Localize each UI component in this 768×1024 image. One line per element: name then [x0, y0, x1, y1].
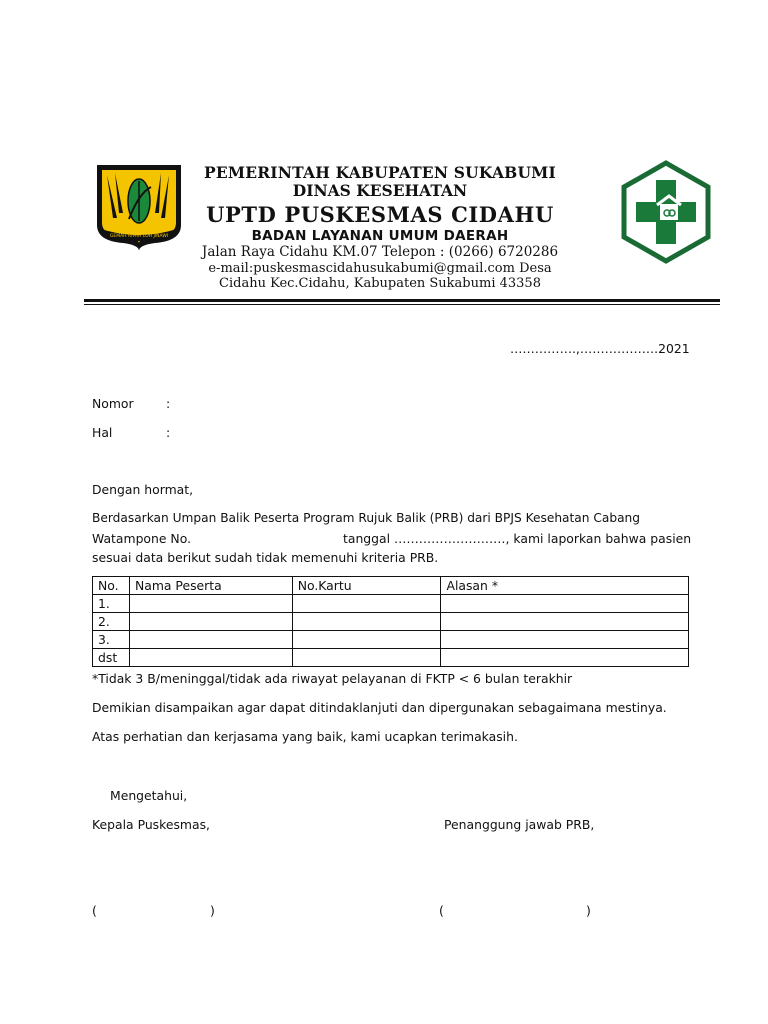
row-number: 2.	[93, 613, 130, 631]
alasan-cell[interactable]	[441, 649, 689, 667]
logo-motto-text: GEMAH RIPAH LOH JINAWI	[109, 234, 169, 239]
header-email: e-mail:puskesmascidahusukabumi@gmail.com Desa	[208, 261, 552, 276]
hal-colon: :	[166, 425, 171, 440]
col-header-kartu: No.Kartu	[292, 577, 441, 595]
mengetahui-label: Mengetahui,	[110, 788, 188, 803]
nama-cell[interactable]	[129, 595, 292, 613]
alasan-cell[interactable]	[441, 631, 689, 649]
nama-cell[interactable]	[129, 649, 292, 667]
col-header-no: No.	[93, 577, 130, 595]
kartu-cell[interactable]	[292, 613, 441, 631]
closing-line-1: Demikian disampaikan agar dapat ditindaklanjuti dan dipergunakan sebagaimana mestinya.	[92, 700, 667, 715]
right-signature-close-paren: )	[586, 903, 591, 918]
alasan-cell[interactable]	[441, 613, 689, 631]
nama-cell[interactable]	[129, 631, 292, 649]
paragraph-line-1: Berdasarkan Umpan Balik Peserta Program Rujuk Balik (PRB) dari BPJS Kesehatan Cabang	[92, 511, 641, 525]
row-number: dst	[93, 649, 130, 667]
paragraph-line-2b: tanggal ………………………, kami laporkan bahwa pasien	[343, 531, 692, 546]
table-row	[93, 595, 689, 613]
right-signature-open-paren: (	[439, 903, 444, 918]
table-row	[93, 613, 689, 631]
table-row	[93, 649, 689, 667]
kartu-cell[interactable]	[292, 631, 441, 649]
date-line: …………….,……………….2021	[510, 341, 690, 356]
penanggung-jawab-label: Penanggung jawab PRB,	[444, 817, 595, 832]
table-footnote: *Tidak 3 B/meninggal/tidak ada riwayat pelayanan di FKTP < 6 bulan terakhir	[92, 671, 573, 686]
nama-cell[interactable]	[129, 613, 292, 631]
header-institution: UPTD PUSKESMAS CIDAHU	[206, 202, 554, 227]
patient-table	[92, 576, 689, 667]
table-header-row	[93, 577, 689, 595]
paragraph-line-2a: Watampone No.	[92, 531, 192, 546]
alasan-cell[interactable]	[441, 595, 689, 613]
col-header-nama: Nama Peserta	[129, 577, 292, 595]
col-header-alasan: Alasan *	[441, 577, 689, 595]
kartu-cell[interactable]	[292, 595, 441, 613]
hal-label: Hal	[92, 425, 113, 440]
closing-line-2: Atas perhatian dan kerjasama yang baik, kami ucapkan terimakasih.	[92, 729, 518, 744]
left-signature-close-paren: )	[210, 903, 215, 918]
header-divider-thick	[84, 299, 720, 302]
header-subtitle: BADAN LAYANAN UMUM DAERAH	[251, 228, 509, 244]
table-row	[93, 631, 689, 649]
header-location: Cidahu Kec.Cidahu, Kabupaten Sukabumi 43358	[219, 276, 541, 291]
row-number: 3.	[93, 631, 130, 649]
nomor-colon: :	[166, 396, 171, 411]
kepala-puskesmas-label: Kepala Puskesmas,	[92, 817, 210, 832]
row-number: 1.	[93, 595, 130, 613]
header-department: DINAS KESEHATAN	[292, 181, 468, 200]
header-divider-thin	[84, 304, 720, 305]
left-signature-open-paren: (	[92, 903, 97, 918]
paragraph-line-3: sesuai data berikut sudah tidak memenuhi kriteria PRB.	[92, 550, 439, 565]
nomor-label: Nomor	[92, 396, 134, 411]
header-address: Jalan Raya Cidahu KM.07 Telepon : (0266) 6720286	[201, 244, 559, 260]
greeting: Dengan hormat,	[92, 482, 194, 497]
kartu-cell[interactable]	[292, 649, 441, 667]
header-government: PEMERINTAH KABUPATEN SUKABUMI	[203, 163, 556, 182]
